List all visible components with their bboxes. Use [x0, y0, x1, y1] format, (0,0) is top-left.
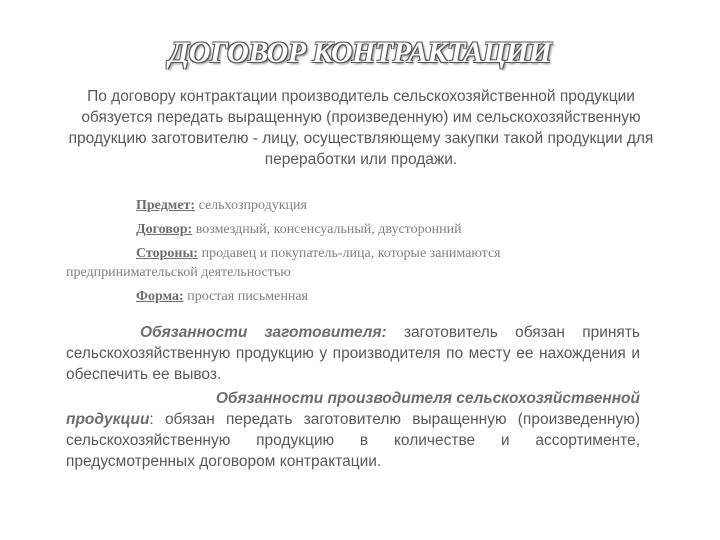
- producer-duties-heading: [66, 388, 640, 409]
- fact-parties-value-cont: предпринимательской деятельностью: [66, 265, 291, 280]
- fact-parties-value: продавец и покупатель-лица, которые занимаются: [198, 246, 501, 261]
- fact-subject: [66, 196, 656, 215]
- fact-contract-label: Договор:: [136, 222, 193, 237]
- fact-subject-label: Предмет:: [136, 198, 196, 213]
- procurer-duties: [66, 322, 640, 385]
- producer-duties-colon: :: [149, 411, 154, 428]
- procurer-duties-label: Обязанности заготовителя:: [140, 324, 387, 341]
- facts-list: [66, 196, 656, 306]
- producer-duties: [66, 388, 640, 472]
- fact-parties: [66, 244, 656, 282]
- fact-contract-value: возмездный, консенсуальный, двусторонний: [192, 222, 462, 237]
- slide-title: ДОГОВОР КОНТРАКТАЦИИ: [168, 36, 552, 69]
- fact-subject-value: сельхозпродукция: [195, 198, 307, 213]
- fact-form: [66, 287, 656, 306]
- procurer-duties-text: заготовитель обязан принять сельскохозяйственную продукцию у производителя по месту ее нахождения и обеспечить ее вывоз.: [66, 324, 640, 383]
- producer-duties-label-line2: продукции: [66, 411, 150, 428]
- fact-parties-label: Стороны:: [136, 246, 199, 261]
- fact-form-value: простая письменная: [183, 289, 308, 304]
- fact-form-label: Форма:: [136, 289, 184, 304]
- intro-paragraph: По договору контрактации производитель сельскохозяйственной продукции обязуется передать выращенную (произведенную) им сельскохозяйственную продукцию заготовителю - лицу, осуществляющему закупки такой продукции для переработки или продажи.: [68, 88, 654, 168]
- producer-duties-label-line1: Обязанности производителя сельскохозяйственной: [215, 390, 640, 407]
- producer-duties-text: обязан передать заготовителю выращенную (произведенную) сельскохозяйственную продукцию в количестве и ассортименте, предусмотренных договором контрактации.: [66, 411, 640, 470]
- fact-contract: [66, 220, 656, 239]
